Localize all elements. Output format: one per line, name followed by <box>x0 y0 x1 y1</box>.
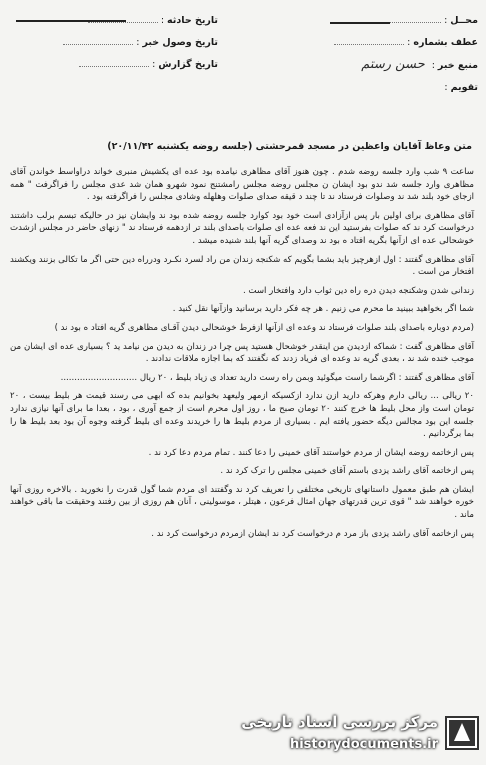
header-left-block <box>8 10 218 76</box>
document-title: متن وعاظ آقایان واعظین در مسجد قمرحشتی (جلسه روضه یکشنبه ۲۰/۱۱/۴۲) <box>107 141 472 152</box>
handwritten-strike <box>330 22 390 24</box>
handwritten-strike <box>16 20 126 22</box>
body-paragraph: آقای مظاهری گفت : شماکه ازدیدن من اینقدر خوشحال هستید پس چرا در زندان به دیدن من نیامد ید ؟ بسیاری عده ای ایشان من موجب خنده شد ند ، بعدی گریه ند وعده ای فریاد زدند که نگفتند که بما اجازه ملاقات ندادند . <box>10 341 474 365</box>
body-paragraph: زندانی شدن وشکنجه دیدن دره راه دین ثواب دارد وافتخار است . <box>242 285 474 296</box>
body-paragraph: (مردم دوباره باصدای بلند صلوات فرستاد ند وعده ای ازآنها ازفرط خوشحالی دیدن آقـای مظاهری گریه افتاد ه بود ند ) <box>54 322 474 333</box>
incident-date-field: تاریخ حادثه : <box>8 10 218 32</box>
watermark-url: historydocuments.ir <box>289 737 438 752</box>
evaluation-field: تقویم : <box>444 82 478 93</box>
news-source-value: حسن رستم <box>361 57 425 72</box>
evaluation-label: تقویم <box>450 82 478 93</box>
body-paragraph: ساعت ۹ شب وارد جلسه روضه شدم . چون هنوز آقای مظاهری نیامده بود عده ای یکشیش منبری خواند دراواسط خواندن آقای مظاهری وارد جلسه شد ندو بود ایشان ن مجلس روضه مجلس رامشتنج نمود شهرو همان شد عدی مجلس را فراگرفت " همه ازجای خود بلند شد ند وصلوات فرستاد ند تا چند د قیقه صدای صلوات وهلهله وشادی مجلس را فراگرفته بود . <box>10 167 474 203</box>
location-label: محــل <box>450 15 478 26</box>
location-field: محــل : <box>258 10 478 32</box>
reference-number-label: عطف بشماره <box>413 37 478 48</box>
reference-number-value <box>334 34 404 45</box>
header-right-block <box>258 10 478 99</box>
body-paragraph: آقای مظاهری گفتند : اگرشما راست میگوئید وبمن راه رست دارید تعداد ی زیاد بلیط ، ۲۰ ریال ............................ <box>60 372 474 383</box>
news-receive-date-value <box>63 34 133 45</box>
body-paragraph: ۲۰ ریالی ... ریالی دارم وهرکه دارید ازن ندارد ازکسیکه ازمهر ولیعهد بخوانیم بده که ابهی می رسند قیمت هر بلیط بیست ، ۲۰ تومان است واز محل بلیط ها خرج کنند ۲۰ تومان صبح ما ، روز اول محرم است از جمع آوری ، بود ، بعدا ما برای آنها نیازی ندارد جلسه این بود مجالس دیگه حضور یافته ایم . بسیاری از مردم بلیط ها را خریدند وعده ای بلیط گرفته وجوه آن بود بعد بلیط ها را بما برگردانیم . <box>10 391 474 440</box>
report-date-label: تاریخ گزارش <box>158 59 218 70</box>
body-paragraph: آقای مظاهری گفتند : اول ازهرچیز باید بشما بگویم که شکنجه زندان من راد لسرد نکـرد ودرراه دین حتی اگر ما تکالی بزنند ویکشند افتخار من است . <box>10 254 474 278</box>
archive-logo-icon <box>442 713 482 753</box>
reference-number-field: عطف بشماره : <box>258 32 478 54</box>
report-date-value <box>79 56 149 67</box>
incident-date-label: تاریخ حادثه <box>167 15 218 26</box>
news-source-field: منبع خبر : حسن رستم <box>361 57 478 72</box>
body-paragraph: پس ازخاتمه آقای راشد یزدی باستم آقای خمینی مجلس را ترک کرد ند . <box>220 466 474 477</box>
news-receive-date-label: تاریخ وصول خبر <box>142 37 218 48</box>
body-paragraph: پس ازخاتمه آقای راشد یزدی باز مرد م درخواست کرد ند ایشان ازمردم درخواست کرد ند . <box>151 528 474 539</box>
report-date-field: تاریخ گزارش : <box>8 54 218 76</box>
document-body <box>10 166 474 546</box>
news-receive-date-field: تاریخ وصول خبر : <box>8 32 218 54</box>
body-paragraph: آقای مظاهری برای اولین بار پس ازآزادی است خود بود کوارد جلسه روضه شده بود ند وایشان نیز در حالیکه تبسم برلب داشتند درخواست کرد ند که صلوات بفرستید این ند فعه عده ای صلوات باصدای بلند تر ازدهمه فرستاد ند " زنهای حاضر در مجلس ازشدت خوشحالی عده ای ازآنها بگریه افتاد ه بود ند وصدای گریه آنها بلند شنیده میشد . <box>10 210 474 246</box>
body-paragraph: ایشان هم طبق معمول داستانهای تاریخی مختلفی را تعریف کرد ند وگفتند ای مردم شما گول قدرت را نخورید . بالاخره روزی آنها خوره خواهند شد " قوی ترین قدرتهای جهان امثال فرعون ، هیتلر ، موسولینی ، آنان هم روزی از بین رفتند وحقیقت ما باقی خواهند ماند . <box>10 484 474 521</box>
news-source-label: منبع خبر <box>437 60 478 71</box>
body-paragraph: شما اگر بخواهید ببینید ما محرم می زنیم . هر چه فکر دارید برسانید وازآنها نقل کنید . <box>172 304 474 315</box>
body-paragraph: پس ازخاتمه روضه ایشان از مردم خواستند آقای خمینی را دعا کنند . تمام مردم دعا کرد ند . <box>148 447 474 458</box>
watermark <box>212 711 482 759</box>
watermark-text: مرکز بررسی اسناد تاریخی <box>241 713 438 731</box>
